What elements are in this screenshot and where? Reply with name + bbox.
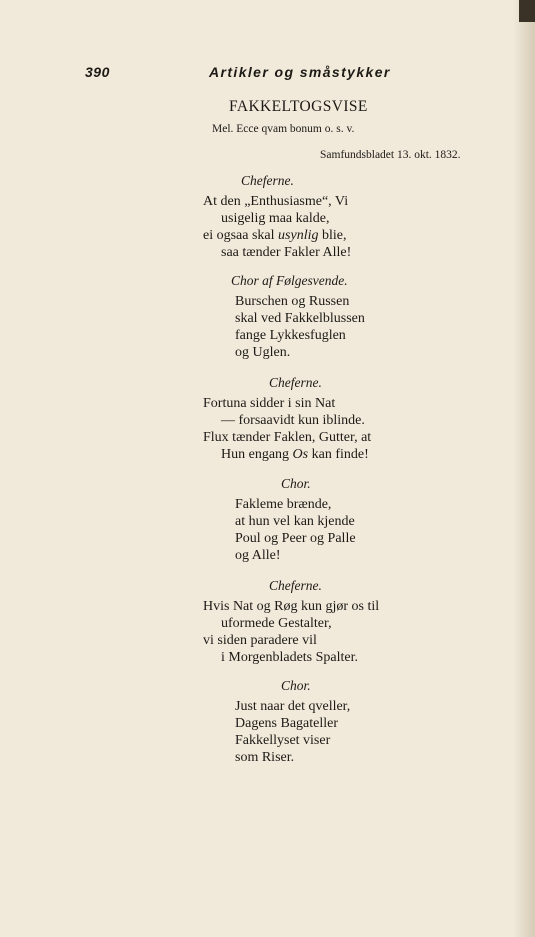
verse-line: ei ogsaa skal usynlig blie, (203, 228, 347, 243)
verse-line: saa tænder Fakler Alle! (221, 245, 352, 260)
verse-line: vi siden paradere vil (203, 633, 317, 648)
verse-line: — forsaavidt kun iblinde. (221, 413, 365, 428)
verse-line: i Morgenbladets Spalter. (221, 650, 358, 665)
speaker-label: Cheferne. (241, 173, 294, 188)
verse-line: Burschen og Russen (235, 294, 350, 309)
verse-line: Poul og Peer og Palle (235, 531, 356, 546)
emphasis: usynlig (278, 228, 319, 243)
verse-line: Dagens Bagateller (235, 716, 339, 731)
verse-line: og Alle! (235, 548, 281, 563)
speaker-label: Chor af Følgesvende. (231, 273, 348, 288)
verse-line: fange Lykkesfuglen (235, 328, 346, 343)
song-title: FAKKELTOGSVISE (229, 98, 368, 115)
verse-line: skal ved Fakkelblussen (235, 311, 365, 326)
verse-line: Hvis Nat og Røg kun gjør os til (203, 599, 380, 614)
verse-line: Fortuna sidder i sin Nat (203, 396, 336, 411)
verse-line: At den „Enthusiasme“, Vi (203, 194, 349, 209)
source-citation: Samfundsbladet 13. okt. 1832. (320, 149, 461, 161)
verse-line: Flux tænder Faklen, Gutter, at (203, 430, 372, 445)
running-head: Artikler og småstykker (209, 64, 391, 80)
verse-line: usigelig maa kalde, (221, 211, 330, 226)
melody-note: Mel. Ecce qvam bonum o. s. v. (212, 123, 355, 135)
page-number: 390 (85, 64, 110, 80)
verse-line: Just naar det qveller, (235, 699, 351, 714)
verse-line: uformede Gestalter, (221, 616, 332, 631)
verse-line: Fakleme brænde, (235, 497, 332, 512)
verse-line: som Riser. (235, 750, 295, 765)
verse-line: at hun vel kan kjende (235, 514, 355, 529)
verse-line: og Uglen. (235, 345, 291, 360)
speaker-label: Cheferne. (269, 578, 322, 593)
emphasis: Os (292, 447, 309, 462)
speaker-label: Cheferne. (269, 375, 322, 390)
verse-line: Fakkellyset viser (235, 733, 331, 748)
speaker-label: Chor. (281, 476, 311, 491)
speaker-label: Chor. (281, 678, 311, 693)
page-corner-shadow (519, 0, 535, 22)
page-edge-shading (513, 0, 535, 937)
verse-line: Hun engang Os kan finde! (221, 447, 369, 462)
